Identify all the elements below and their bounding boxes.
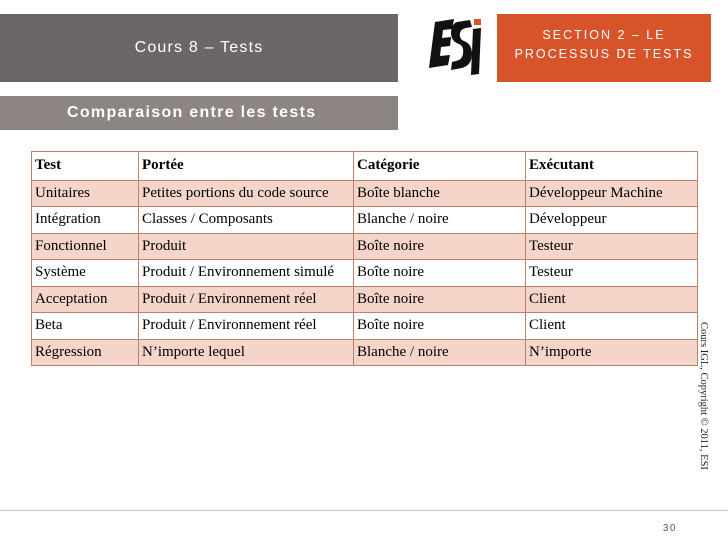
cell-categorie: Blanche / noire	[354, 339, 526, 366]
cell-portee: Produit / Environnement réel	[139, 286, 354, 313]
footer-divider	[0, 510, 728, 511]
cell-test: Unitaires	[32, 180, 139, 207]
cell-portee: N’importe lequel	[139, 339, 354, 366]
table-row	[32, 260, 698, 287]
cell-executant: Testeur	[526, 233, 698, 260]
course-title: Cours 8 – Tests	[134, 39, 264, 56]
table-row	[32, 233, 698, 260]
cell-categorie: Boîte blanche	[354, 180, 526, 207]
table-row	[32, 313, 698, 340]
cell-executant: Client	[526, 286, 698, 313]
copyright-text: Cours IGL, Copyright © 2011, ESI	[698, 322, 709, 470]
esi-logo	[426, 16, 482, 78]
slide-subtitle: Comparaison entre les tests	[67, 104, 317, 121]
cell-test: Acceptation	[32, 286, 139, 313]
cell-test: Beta	[32, 313, 139, 340]
cell-executant: N’importe	[526, 339, 698, 366]
cell-portee: Classes / Composants	[139, 207, 354, 234]
cell-portee: Produit	[139, 233, 354, 260]
section-title: SECTION 2 – LE PROCESSUS DE TESTS	[514, 28, 694, 61]
header-categorie: Catégorie	[354, 152, 526, 181]
cell-categorie: Boîte noire	[354, 286, 526, 313]
table-header-row	[32, 152, 698, 181]
cell-executant: Développeur	[526, 207, 698, 234]
table-row	[32, 339, 698, 366]
table-row	[32, 180, 698, 207]
cell-test: Régression	[32, 339, 139, 366]
table-row	[32, 286, 698, 313]
header-left-bar	[0, 14, 398, 82]
header-portee: Portée	[139, 152, 354, 181]
cell-categorie: Boîte noire	[354, 313, 526, 340]
cell-categorie: Blanche / noire	[354, 207, 526, 234]
page-number: 30	[662, 523, 677, 534]
cell-portee: Produit / Environnement simulé	[139, 260, 354, 287]
cell-test: Intégration	[32, 207, 139, 234]
comparison-table	[31, 151, 698, 366]
cell-test: Fonctionnel	[32, 233, 139, 260]
cell-executant: Testeur	[526, 260, 698, 287]
cell-categorie: Boîte noire	[354, 260, 526, 287]
subtitle-bar	[0, 96, 398, 130]
header-executant: Exécutant	[526, 152, 698, 181]
section-header	[497, 14, 711, 82]
cell-test: Système	[32, 260, 139, 287]
header-test: Test	[32, 152, 139, 181]
cell-executant: Développeur Machine	[526, 180, 698, 207]
cell-executant: Client	[526, 313, 698, 340]
cell-categorie: Boîte noire	[354, 233, 526, 260]
cell-portee: Produit / Environnement réel	[139, 313, 354, 340]
table-row	[32, 207, 698, 234]
cell-portee: Petites portions du code source	[139, 180, 354, 207]
